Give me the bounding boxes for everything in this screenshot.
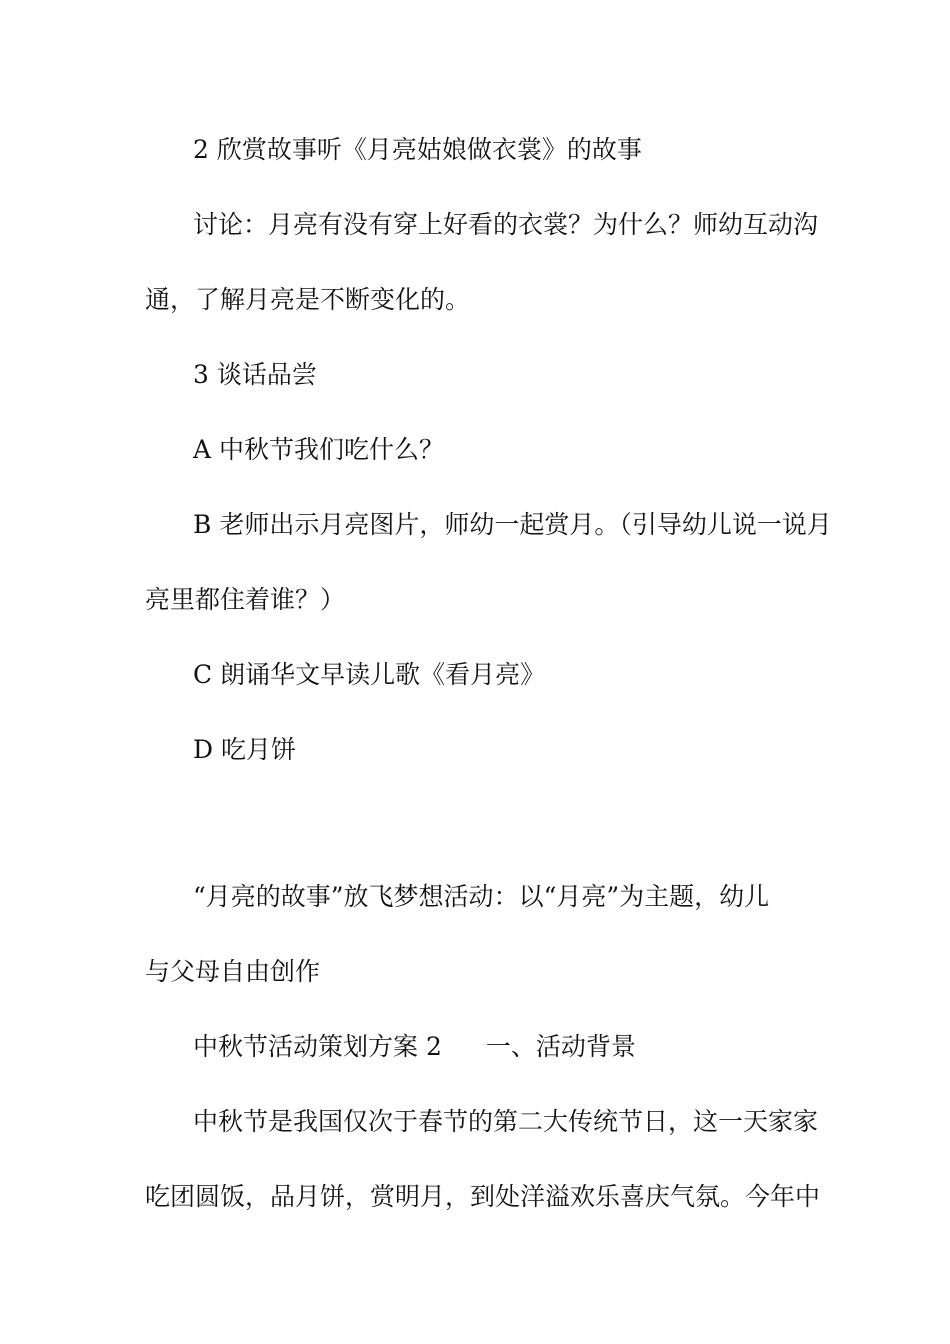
- paragraph-line: 讨论：月亮有没有穿上好看的衣裳？为什么？师幼互动沟: [193, 210, 819, 239]
- paragraph-line: B 老师出示月亮图片，师幼一起赏月。（引导幼儿说一说月: [193, 510, 832, 539]
- paragraph-line: 3 谈话品尝: [193, 360, 317, 389]
- paragraph-line: “月亮的故事”放飞梦想活动：以“月亮”为主题，幼儿: [193, 882, 770, 911]
- paragraph-line: D 吃月饼: [193, 735, 296, 764]
- paragraph-line: 吃团圆饭，品月饼，赏明月，到处洋溢欢乐喜庆气氛。今年中: [145, 1182, 821, 1211]
- paragraph-line: 中秋节是我国仅次于春节的第二大传统节日，这一天家家: [193, 1107, 819, 1136]
- paragraph-line: 2 欣赏故事听《月亮姑娘做衣裳》的故事: [193, 135, 642, 164]
- paragraph-line: 亮里都住着谁？）: [145, 585, 346, 614]
- paragraph-line: 通，了解月亮是不断变化的。: [145, 285, 471, 314]
- section-title: 一、活动背景: [485, 1032, 636, 1061]
- paragraph-line: 与父母自由创作: [145, 957, 321, 986]
- paragraph-line: C 朗诵华文早读儿歌《看月亮》: [193, 660, 546, 689]
- plan-title: 中秋节活动策划方案 2: [193, 1032, 442, 1061]
- paragraph-line: A 中秋节我们吃什么？: [193, 435, 445, 464]
- section-heading: [193, 1030, 636, 1064]
